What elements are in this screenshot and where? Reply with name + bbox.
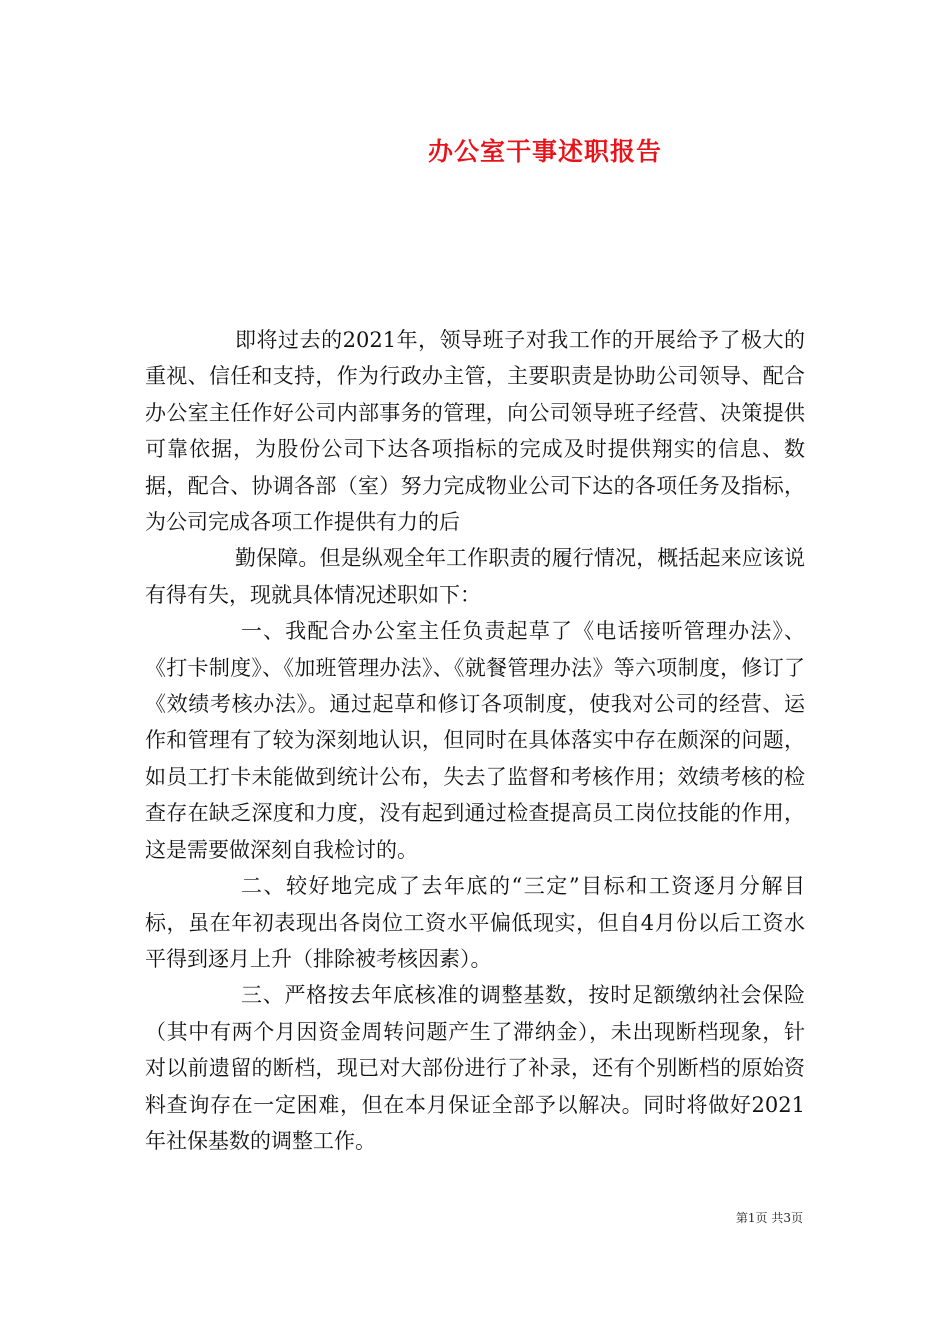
- page-number-footer: 第1页 共3页: [735, 1211, 803, 1225]
- paragraph-section-two: 二、较好地完成了去年底的“三定”目标和工资逐月分解目标，虽在年初表现出各岗位工资水平偏低现实，但自4月份以后工资水平得到逐月上升（排除被考核因素）。: [145, 874, 805, 971]
- paragraph-section-three: 三、严格按去年底核准的调整基数，按时足额缴纳社会保险（其中有两个月因资金周转问题产生了滞纳金），未出现断档现象，针对以前遗留的断档，现已对大部份进行了补录，还有个别断档的原始资料查询存在一定困难，但在本月保证全部予以解决。同时将做好2021年社保基数的调整工作。: [145, 983, 805, 1153]
- paragraph-section-one: 一、我配合办公室主任负责起草了《电话接听管理办法》、《打卡制度》、《加班管理办法》、《就餐管理办法》等六项制度，修订了《效绩考核办法》。通过起草和修订各项制度，使我对公司的经营、运作和管理有了较为深刻地认识，但同时在具体落实中存在颇深的问题，如员工打卡未能做到统计公布，失去了监督和考核作用；效绩考核的检查存在缺乏深度和力度，没有起到通过检查提高员工岗位技能的作用，这是需要做深刻自我检讨的。: [145, 619, 805, 862]
- document-body: [145, 322, 805, 1159]
- document-title: 办公室干事述职报告: [427, 137, 662, 166]
- paragraph-intro: 即将过去的2021年，领导班子对我工作的开展给予了极大的重视、信任和支持，作为行政办主管，主要职责是协助公司领导、配合办公室主任作好公司内部事务的管理，向公司领导班子经营、决策提供可靠依据，为股份公司下达各项指标的完成及时提供翔实的信息、数据，配合、协调各部（室）努力完成物业公司下达的各项任务及指标，为公司完成各项工作提供有力的后: [145, 328, 805, 535]
- paragraph-intro-continued: 勤保障。但是纵观全年工作职责的履行情况，概括起来应该说有得有失，现就具体情况述职如下：: [145, 546, 805, 607]
